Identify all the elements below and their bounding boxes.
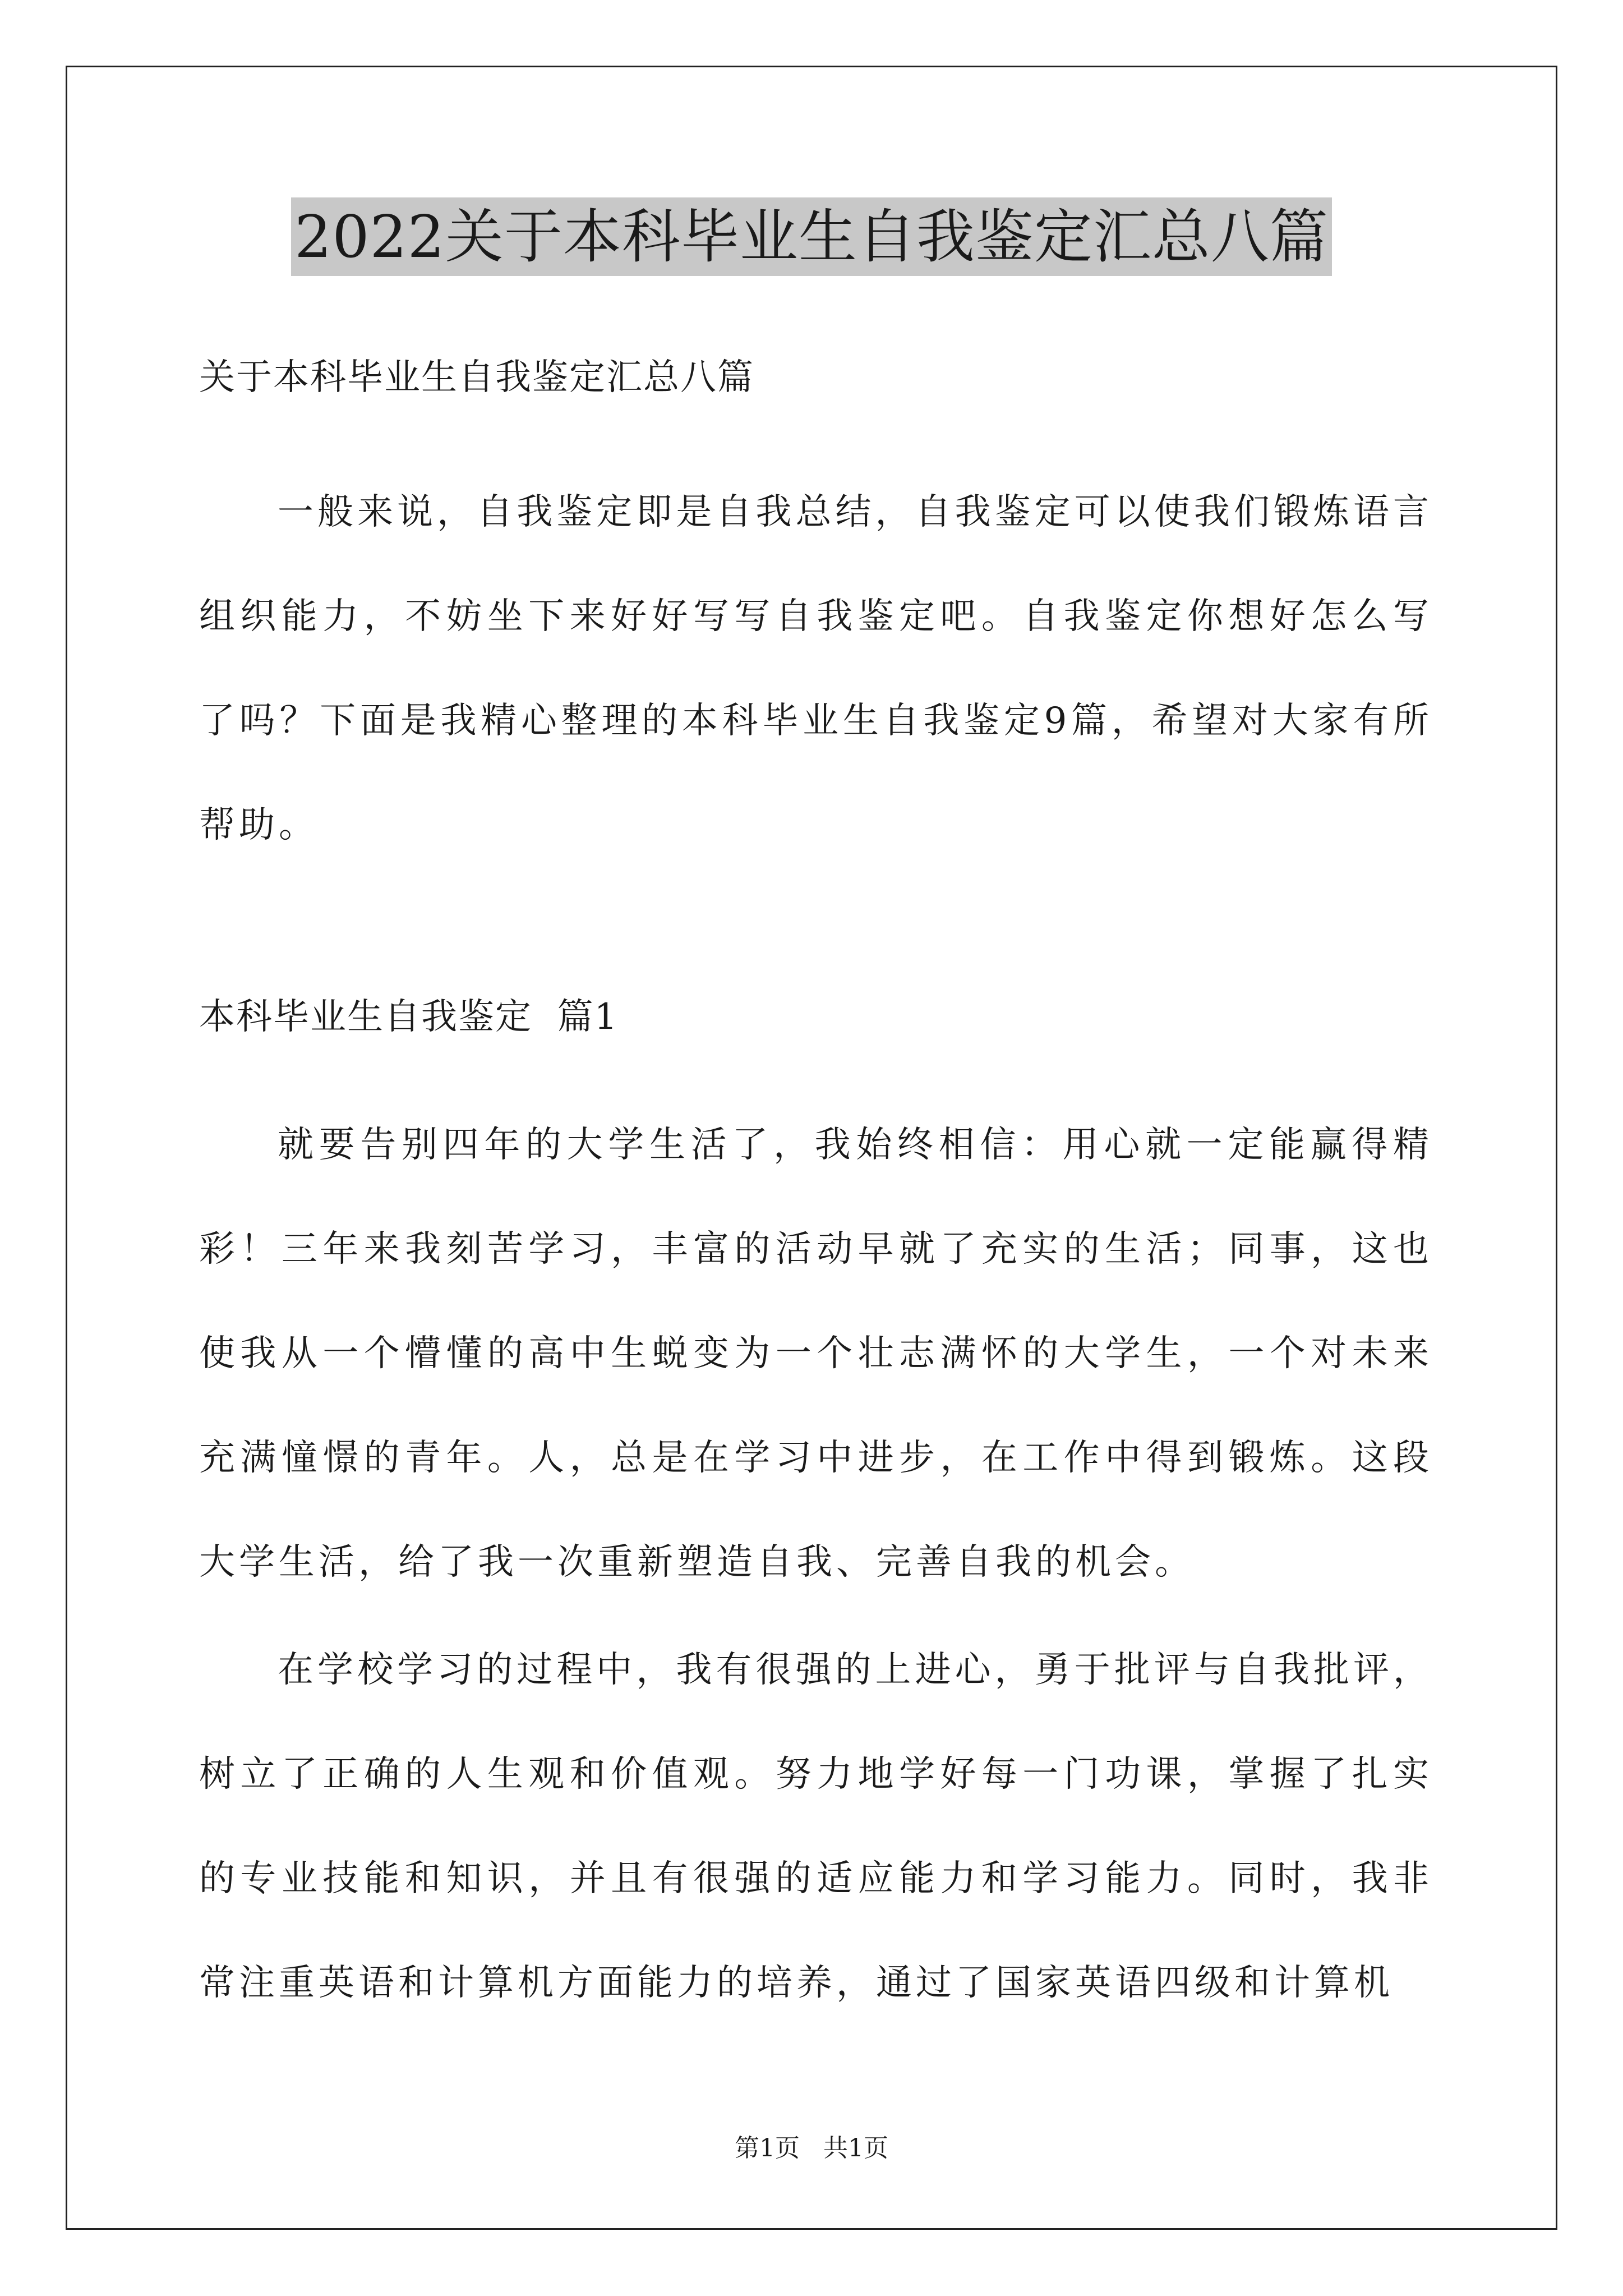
- page-footer: 第1页 共1页: [735, 2134, 888, 2162]
- body-paragraph: 在学校学习的过程中，我有很强的上进心，勇于批评与自我批评，树立了正确的人生观和价值观。努力地学好每一门功课，掌握了扎实的专业技能和知识，并且有很强的适应能力和学习能力。同时，我非常注重英语和计算机方面能力的培养，通过了国家英语四级和计算机: [199, 1649, 1433, 2004]
- body-paragraph: 就要告别四年的大学生活了，我始终相信：用心就一定能赢得精彩！三年来我刻苦学习，丰富的活动早就了充实的生活；同事，这也使我从一个懵懂的高中生蜕变为一个壮志满怀的大学生，一个对未来充满憧憬的青年。人，总是在学习中进步，在工作中得到锻炼。这段大学生活，给了我一次重新塑造自我、完善自我的机会。: [199, 1124, 1433, 1583]
- section-heading: 本科毕业生自我鉴定 篇1: [199, 996, 619, 1038]
- document-subtitle: 关于本科毕业生自我鉴定汇总八篇: [199, 357, 754, 398]
- title-container: [0, 197, 1623, 276]
- intro-paragraph: 一般来说，自我鉴定即是自我总结，自我鉴定可以使我们锻炼语言组织能力，不妨坐下来好好写写自我鉴定吧。自我鉴定你想好怎么写了吗？下面是我精心整理的本科毕业生自我鉴定9篇，希望对大家有所帮助。: [199, 491, 1433, 846]
- document-title: 2022关于本科毕业生自我鉴定汇总八篇: [291, 197, 1332, 276]
